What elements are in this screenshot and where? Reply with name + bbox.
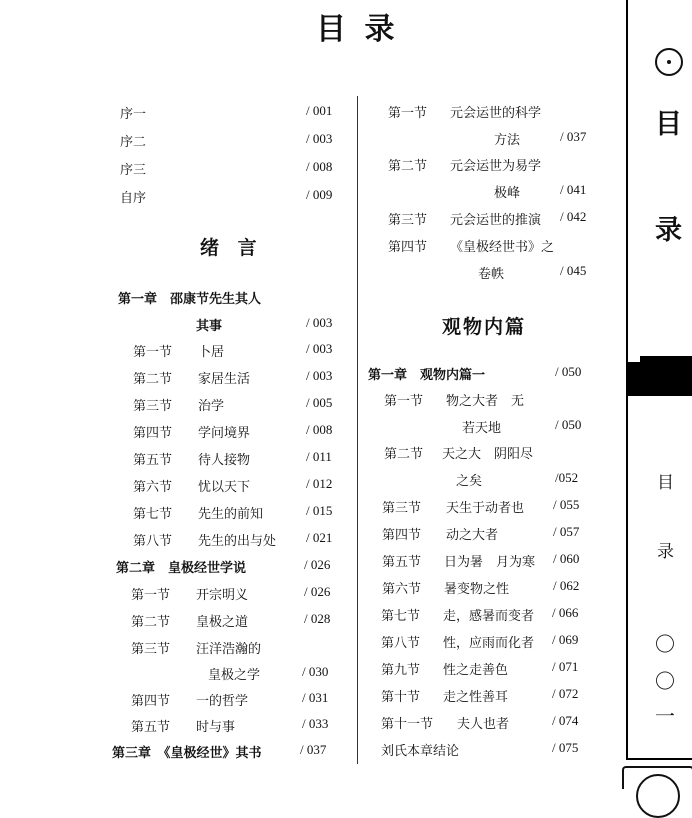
- section-title-cont: 之矣: [456, 474, 483, 489]
- section-num: 第三节: [133, 399, 173, 414]
- toc-entry-page: / 012: [306, 476, 333, 491]
- section-title[interactable]: 走之性善耳: [443, 690, 509, 705]
- section-title[interactable]: 性之走善色: [443, 663, 509, 678]
- toc-entry-page: / 026: [304, 584, 331, 599]
- toc-entry-page: / 062: [553, 578, 580, 593]
- section-title[interactable]: 天之大 阴阳尽: [442, 447, 534, 462]
- toc-entry-page: / 021: [306, 530, 333, 545]
- toc-entry-page: / 003: [306, 341, 333, 356]
- section-title[interactable]: 天生于动者也: [446, 501, 525, 516]
- section-title[interactable]: 一的哲学: [196, 694, 249, 709]
- section-num: 第六节: [382, 582, 422, 597]
- section-num: 第五节: [133, 453, 173, 468]
- toc-entry-page: / 003: [306, 368, 333, 383]
- section-title[interactable]: 时与事: [196, 720, 236, 735]
- side-char: 目: [657, 473, 674, 493]
- side-char: 〇: [655, 669, 675, 693]
- section-title-cont: 若天地: [462, 421, 502, 436]
- section-title[interactable]: 性，应雨而化者: [443, 636, 535, 651]
- toc-entry-page: / 045: [560, 263, 587, 278]
- toc-entry-page: / 008: [306, 422, 333, 437]
- chapter-title-cont: 其事: [196, 319, 223, 334]
- toc-entry-page: / 031: [302, 690, 329, 705]
- section-num: 第二节: [384, 447, 424, 462]
- section-title[interactable]: 家居生活: [198, 372, 251, 387]
- circle-dot-icon: [655, 48, 683, 76]
- toc-entry-page: / 015: [306, 503, 333, 518]
- section-num: 第八节: [133, 534, 173, 549]
- side-band: [628, 362, 692, 396]
- section-title-cont: 皇极之学: [208, 668, 261, 683]
- side-char: 录: [655, 215, 682, 246]
- section-title[interactable]: 元会运世的推演: [450, 213, 542, 228]
- section-num: 第五节: [382, 555, 422, 570]
- toc-entry-page: / 005: [306, 395, 333, 410]
- side-strip-bottom-line: [626, 758, 692, 760]
- section-num: 第一节: [133, 345, 173, 360]
- chapter-title[interactable]: 第一章 邵康节先生其人: [118, 292, 262, 307]
- toc-entry-page: / 050: [555, 364, 582, 379]
- section-num: 第三节: [388, 213, 428, 228]
- section-heading: 绪 言: [200, 237, 263, 259]
- toc-entry-page: / 030: [302, 664, 329, 679]
- section-num: 第四节: [133, 426, 173, 441]
- section-title[interactable]: 元会运世的科学: [450, 106, 542, 121]
- section-title[interactable]: 学问境界: [198, 426, 251, 441]
- toc-entry-page: / 003: [306, 131, 333, 146]
- section-num: 第一节: [384, 394, 424, 409]
- toc-entry-page: / 042: [560, 209, 587, 224]
- toc-entry-page: / 041: [560, 182, 587, 197]
- toc-entry-page: /052: [555, 470, 579, 485]
- section-num: 第七节: [133, 507, 173, 522]
- section-title[interactable]: 物之大者 无: [446, 394, 525, 409]
- section-num: 第二节: [388, 159, 428, 174]
- section-title[interactable]: 暑变物之性: [444, 582, 510, 597]
- section-title[interactable]: 待人接物: [198, 453, 251, 468]
- section-title[interactable]: 夫人也者: [457, 717, 510, 732]
- toc-entry-page: / 057: [553, 524, 580, 539]
- section-num: 第三节: [382, 501, 422, 516]
- toc-entry-page: / 001: [306, 103, 333, 118]
- section-num: 第四节: [131, 694, 171, 709]
- section-num: 第八节: [381, 636, 421, 651]
- toc-entry-page: / 071: [552, 659, 579, 674]
- side-char: 一: [655, 704, 675, 728]
- toc-entry-page: / 074: [552, 713, 579, 728]
- section-title[interactable]: 汪洋浩瀚的: [196, 642, 262, 657]
- section-title[interactable]: 动之大者: [446, 528, 499, 543]
- section-num: 第二节: [131, 615, 171, 630]
- section-title[interactable]: 先生的出与处: [198, 534, 277, 549]
- toc-entry-label[interactable]: 序一: [120, 107, 147, 122]
- toc-entry-page: / 003: [306, 315, 333, 330]
- toc-entry-page: / 069: [552, 632, 579, 647]
- section-num: 第一节: [388, 106, 428, 121]
- chapter-title[interactable]: 第一章 观物内篇一: [368, 368, 486, 383]
- toc-entry-page: / 033: [302, 716, 329, 731]
- chapter-title[interactable]: 第三章 《皇极经世》其书: [112, 746, 262, 761]
- section-title[interactable]: 卜居: [198, 345, 225, 360]
- section-num: 第三节: [131, 642, 171, 657]
- section-num: 第九节: [381, 663, 421, 678]
- side-char: 目: [655, 109, 682, 140]
- section-title[interactable]: 日为暑 月为寒: [444, 555, 536, 570]
- section-title[interactable]: 开宗明义: [196, 588, 249, 603]
- side-char: 录: [657, 542, 674, 562]
- section-num: 第四节: [388, 240, 428, 255]
- toc-entry-page: / 066: [552, 605, 579, 620]
- toc-entry-page: / 075: [552, 740, 579, 755]
- toc-entry-label[interactable]: 序二: [120, 135, 147, 150]
- toc-entry-page: / 037: [300, 742, 327, 757]
- section-title-cont: 卷帙: [478, 267, 505, 282]
- section-num: 第四节: [382, 528, 422, 543]
- section-title[interactable]: 先生的前知: [198, 507, 264, 522]
- section-num: 第七节: [381, 609, 421, 624]
- section-num: 第十节: [381, 690, 421, 705]
- conclusion-label[interactable]: 刘氏本章结论: [381, 744, 460, 759]
- section-title[interactable]: 走，感暑而变者: [443, 609, 535, 624]
- section-title[interactable]: 元会运世为易学: [450, 159, 542, 174]
- side-char: 〇: [655, 632, 675, 656]
- page-title: 目 录: [316, 12, 399, 47]
- section-num: 第五节: [131, 720, 171, 735]
- toc-entry-page: / 055: [553, 497, 580, 512]
- toc-entry-page: / 037: [560, 129, 587, 144]
- section-title-cont: 方法: [494, 133, 521, 148]
- column-divider: [357, 96, 358, 764]
- section-title[interactable]: 治学: [198, 399, 225, 414]
- bottom-arc: [636, 774, 680, 818]
- toc-entry-label[interactable]: 自序: [120, 191, 147, 206]
- toc-entry-page: / 050: [555, 417, 582, 432]
- chapter-title[interactable]: 第二章 皇极经世学说: [116, 561, 247, 576]
- section-title[interactable]: 皇极之道: [196, 615, 249, 630]
- toc-entry-page: / 008: [306, 159, 333, 174]
- toc-entry-page: / 009: [306, 187, 333, 202]
- toc-entry-page: / 072: [552, 686, 579, 701]
- section-heading: 观物内篇: [442, 316, 527, 338]
- toc-entry-page: / 011: [306, 449, 332, 464]
- toc-entry-label[interactable]: 序三: [120, 163, 147, 178]
- section-num: 第六节: [133, 480, 173, 495]
- section-num: 第二节: [133, 372, 173, 387]
- toc-entry-page: / 026: [304, 557, 331, 572]
- section-num: 第十一节: [381, 717, 434, 732]
- toc-entry-page: / 028: [304, 611, 331, 626]
- section-title[interactable]: 《皇极经世书》之: [450, 240, 555, 255]
- section-title[interactable]: 忧以天下: [198, 480, 251, 495]
- section-num: 第一节: [131, 588, 171, 603]
- toc-entry-page: / 060: [553, 551, 580, 566]
- section-title-cont: 极峰: [494, 186, 521, 201]
